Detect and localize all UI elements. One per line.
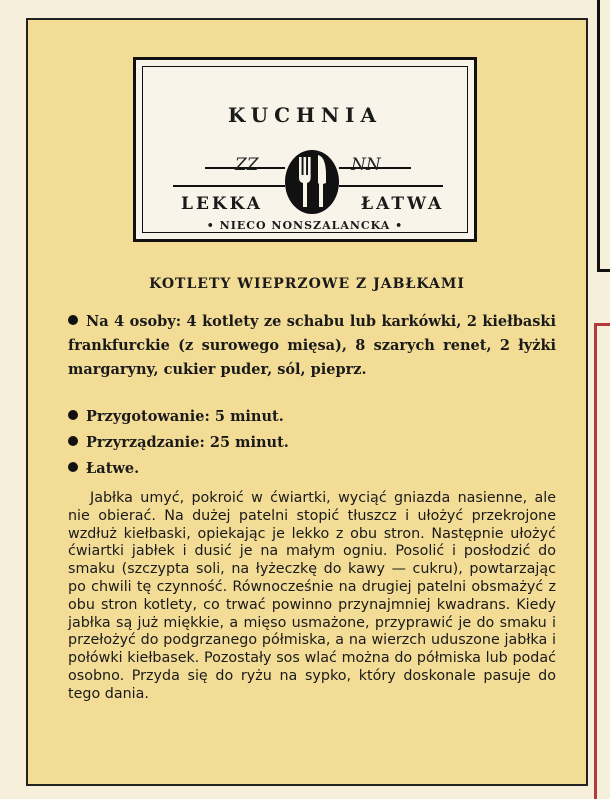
instructions-paragraph [68,490,556,704]
header-word-left: LEKKA [181,194,263,214]
instructions-text: Jabłka umyć, pokroić w ćwiartki, wyciąć gniazda nasienne, ale nie obierać. Na dużej patelni stopić tłuszcz i ułożyć przekrojone wzdłuż kiełbaski, opiekając je lekko z obu stron. Następnie ułożyć ćwiartki jabłek i dusić je na małym ogniu. Posolić i posłodzić do smaku (szczypta soli, na łyżeczkę do kawy — cukru), powtarzając po chwili tę czynność. Równocześnie na drugiej patelni obsmażyć z obu stron kotlety, co trwać powinno przynajmniej kwadrans. Kiedy jabłka są już miękkie, a mięso usmażone, przyprawić je do smaku i przełożyć do podgrzanego półmiska, a na wierzch uduszone jabłka i połówki kiełbasek. Pozostały sos wlać można do półmiska lub podać osobno. Przyda się do ryżu na sypko, który doskonale pasuje do tego dania. [68,490,556,702]
header-subtitle: • NIECO NONSZALANCKA • [206,219,404,232]
bullet-icon [68,436,78,446]
meta-cook-text: Przyrządzanie: 25 minut. [86,434,289,451]
header-initials-right: NN [351,155,381,175]
fork-knife-icon [282,147,342,217]
column-header-logo [133,57,477,242]
ingredients-paragraph [68,310,556,382]
adjacent-page-border-top [597,0,610,272]
meta-prep [68,405,289,431]
header-initials-left: ZZ [235,155,259,175]
header-rule-lower-right [339,185,443,187]
bullet-icon [68,315,78,325]
recipe-title: KOTLETY WIEPRZOWE Z JABŁKAMI [149,276,465,292]
adjacent-page-border-red [594,323,610,799]
meta-cook [68,431,289,457]
bullet-icon [68,462,78,472]
header-rule-lower-left [173,185,285,187]
header-word-right: ŁATWA [361,194,445,214]
meta-difficulty-text: Łatwe. [86,460,140,477]
header-inner-frame [142,66,468,233]
recipe-meta-list [68,405,289,483]
ingredients-text: Na 4 osoby: 4 kotlety ze schabu lub karkówki, 2 kiełbaski frankfurckie (z surowego mięsa), 8 szarych renet, 2 łyżki margaryny, cukier puder, sól, pieprz. [68,313,556,378]
bullet-icon [68,410,78,420]
header-title: KUCHNIA [227,103,383,127]
meta-prep-text: Przygotowanie: 5 minut. [86,408,284,425]
meta-difficulty [68,457,289,483]
